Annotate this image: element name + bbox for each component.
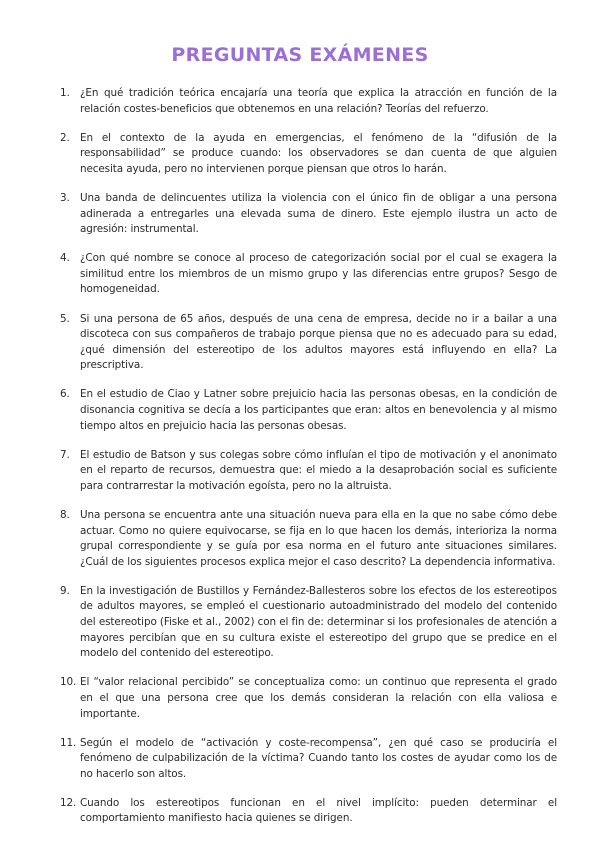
- question-number: 5.: [60, 312, 70, 325]
- question-text: Una persona se encuentra ante una situación nueva para ella en la que no sabe cómo debe actuar. Como no quiere equivocarse, se fija en lo que hacen los demás, interioriza la norma grupal correspondiente y se guía por esa norma en el futuro ante situaciones similares. ¿Cuál de los siguientes procesos explica mejor el caso descrito? La dependencia informativa.: [80, 508, 557, 568]
- question-item: [60, 191, 557, 238]
- question-item: [60, 312, 557, 374]
- question-text: Según el modelo de “activación y coste-recompensa”, ¿en qué caso se produciría el fenómeno de culpabilización de la víctima? Cuando tanto los costes de ayudar como los de no hacerlo son altos.: [80, 736, 557, 780]
- page-title: PREGUNTAS EXÁMENES: [171, 44, 429, 66]
- question-item: [60, 448, 557, 495]
- question-item: [60, 251, 557, 298]
- question-list: [60, 86, 557, 841]
- question-text: El “valor relacional percibido” se conceptualiza como: un continuo que representa el grado en el que una persona cree que los demás consideran la relación con ella valiosa e importante.: [80, 676, 557, 720]
- question-number: 7.: [60, 448, 70, 461]
- question-text: En la investigación de Bustillos y Fernández-Ballesteros sobre los efectos de los estereotipos de adultos mayores, se empleó el cuestionario autoadministrado del modelo del contenido del estereotipo (Fiske et al., 2002) con el fin de: determinar si los profesionales de atención a mayores percibían que en su cultura existe el estereotipo del grupo que se predice en el modelo del contenido del estereotipo.: [80, 584, 557, 660]
- question-text: En el contexto de la ayuda en emergencias, el fenómeno de la “difusión de la responsabilidad” se produce cuando: los observadores se dan cuenta de que alguien necesita ayuda, pero no intervienen porque piensan que otros lo harán.: [80, 131, 557, 175]
- question-item: [60, 86, 557, 117]
- question-text: Si una persona de 65 años, después de una cena de empresa, decide no ir a bailar a una discoteca con sus compañeros de trabajo porque piensa que no es adecuado para su edad, ¿qué dimensión del estereotipo de los adultos mayores está influyendo en ella? La prescriptiva.: [80, 312, 557, 372]
- question-text: Cuando los estereotipos funcionan en el nivel implícito: pueden determinar el comportamiento manifiesto hacia quienes se dirigen.: [80, 796, 557, 825]
- question-text: Una banda de delincuentes utiliza la violencia con el único fin de obligar a una persona adinerada a entregarles una elevada suma de dinero. Este ejemplo ilustra un acto de agresión: instrumental.: [80, 191, 557, 236]
- question-item: [60, 584, 557, 662]
- question-number: 2.: [60, 131, 70, 144]
- question-text: ¿En qué tradición teórica encajaría una teoría que explica la atracción en función de la relación costes-beneficios que obtenemos en una relación? Teorías del refuerzo.: [80, 87, 557, 115]
- question-number: 4.: [60, 252, 70, 265]
- question-item: [60, 508, 557, 570]
- question-item: [60, 736, 557, 783]
- question-number: 8.: [60, 508, 70, 521]
- question-number: 1.: [60, 87, 70, 99]
- question-item: [60, 796, 557, 827]
- question-item: [60, 675, 557, 722]
- question-text: El estudio de Batson y sus colegas sobre cómo influían el tipo de motivación y el anonimato en el reparto de recursos, demuestra que: el miedo a la desaprobación social es suficiente para contrarrestar la motivación egoísta, pero no la altruista.: [80, 448, 557, 492]
- question-number: 6.: [60, 388, 70, 401]
- question-number: 12.: [60, 796, 77, 809]
- question-number: 10.: [60, 676, 77, 689]
- question-item: [60, 131, 557, 178]
- question-number: 11.: [60, 736, 77, 749]
- question-text: En el estudio de Ciao y Latner sobre prejuicio hacia las personas obesas, en la condición de disonancia cognitiva se decía a los participantes que eran: altos en benevolencia y al mismo tiempo altos en prejuicio hacia las personas obesas.: [80, 388, 557, 432]
- question-item: [60, 387, 557, 434]
- question-text: ¿Con qué nombre se conoce al proceso de categorización social por el cual se exagera la similitud entre los miembros de un mismo grupo y las diferencias entre grupos? Sesgo de homogeneidad.: [80, 252, 557, 296]
- question-number: 9.: [60, 584, 70, 597]
- question-number: 3.: [60, 191, 70, 204]
